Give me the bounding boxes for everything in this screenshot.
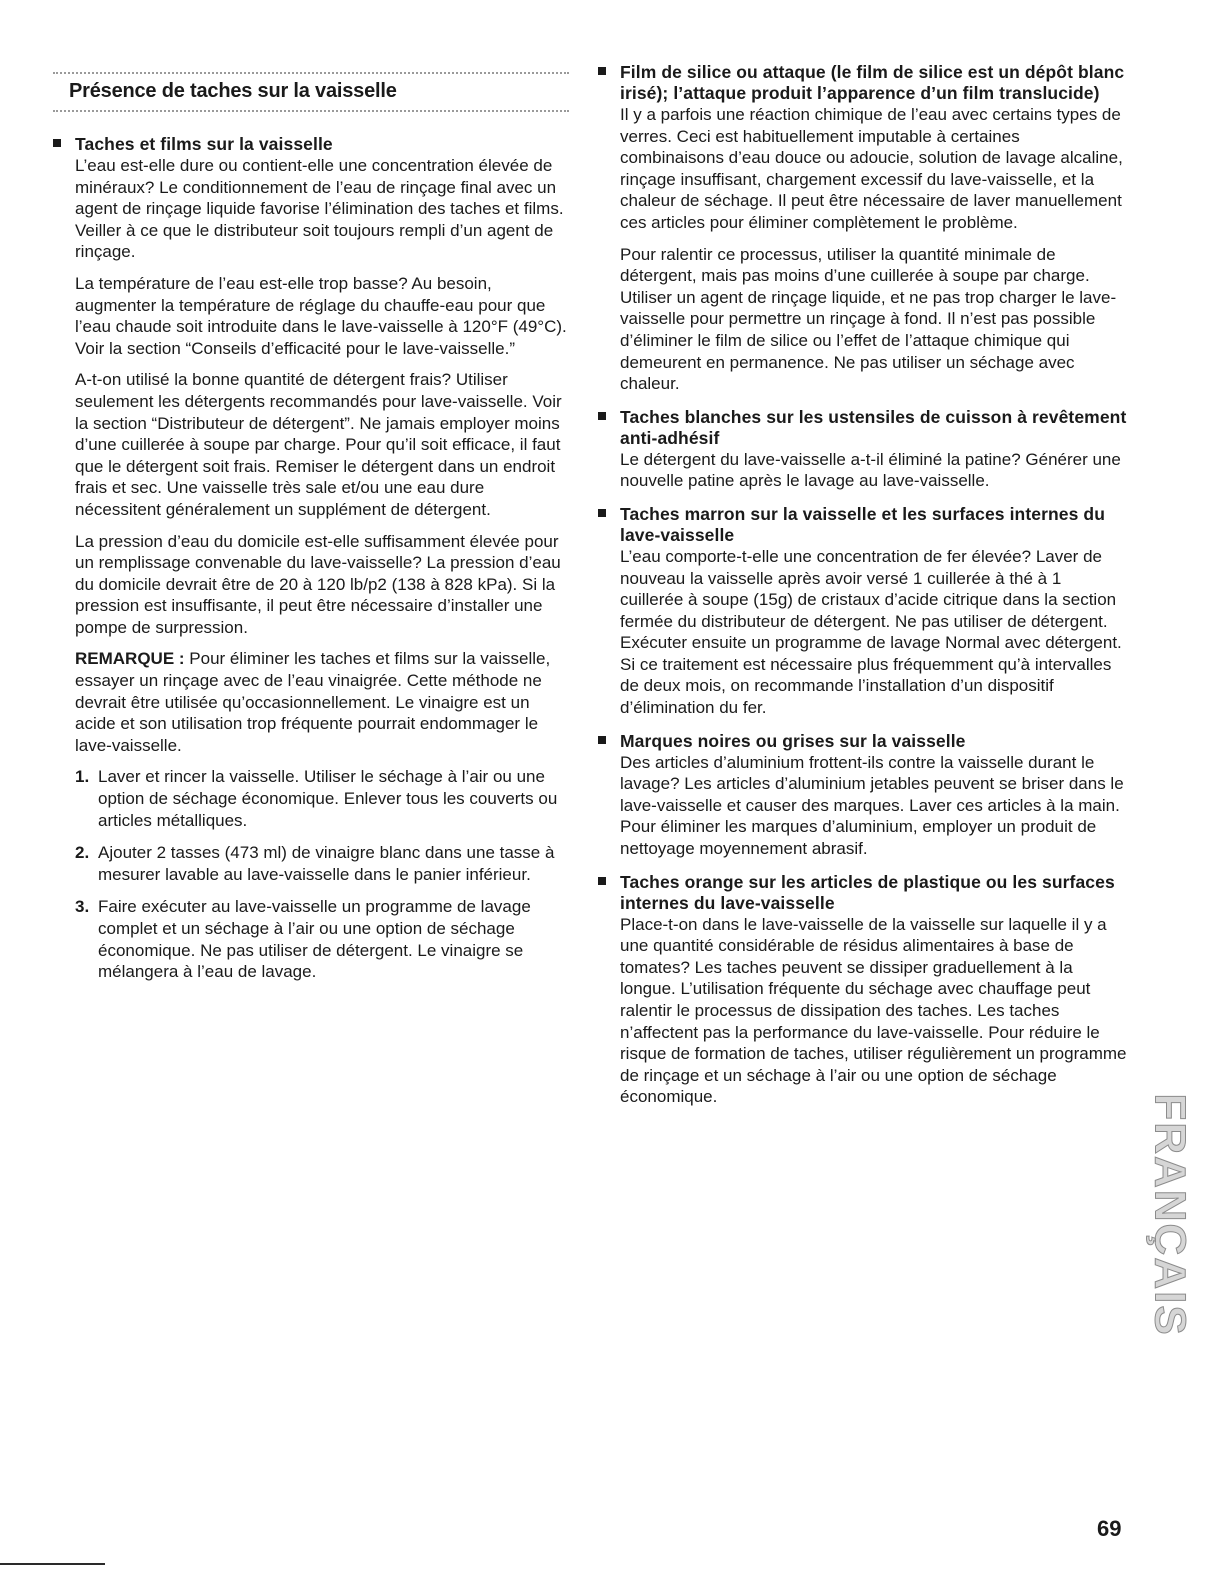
topic-white-spots-nonstick [598, 407, 1128, 492]
topic-title: Taches et films sur la vaisselle [75, 134, 333, 154]
topic-spots-films [53, 134, 569, 983]
paragraph: L’eau est-elle dure ou contient-elle une concentration élevée de minéraux? Le conditionnement de l’eau de rinçage final avec un agent de rinçage liquide favorise l’élimination des taches et films. Veiller à ce que le distributeur soit toujours rempli d’un agent de rinçage. [75, 156, 564, 262]
bullet-icon [598, 412, 606, 420]
steps-list [75, 766, 569, 982]
section-title: Présence de taches sur la vaisselle [69, 80, 397, 102]
note-paragraph [75, 648, 569, 756]
section-header [53, 72, 569, 112]
left-content [53, 134, 569, 995]
paragraph: Place-t-on dans le lave-vaisselle de la vaisselle sur laquelle il y a une quantité considérable de résidus alimentaires à base de tomates? Les taches peuvent se dissiper graduellement à la longue. L’utilisation fréquente du séchage avec chauffage peut ralentir le processus de dissipation des taches. Les taches n’affectent pas la performance du lave-vaisselle. Pour réduire le risque de formation de taches, utiliser régulièrement un programme de rinçage et un séchage à l’air ou une option de séchage économique. [620, 914, 1127, 1107]
topic-orange-stains [598, 872, 1128, 1108]
page-number: 69 [1097, 1516, 1122, 1541]
paragraph: La pression d’eau du domicile est-elle suffisamment élevée pour un remplissage convenable du lave-vaisselle? La pression d’eau du domicile devrait être de 20 à 120 lb/p2 (138 à 828 kPa). Si la pression est insuffisante, il peut être nécessaire d’installer une pompe de surpression. [75, 531, 561, 637]
topic-title: Taches orange sur les articles de plastique ou les surfaces internes du lave-vaisselle [620, 871, 1115, 913]
step-number: 2. [75, 843, 90, 863]
topic-black-gray-marks [598, 731, 1128, 860]
step-item [75, 766, 569, 831]
step-text: Ajouter 2 tasses (473 ml) de vinaigre blanc dans une tasse à mesurer lavable au lave-vaisselle dans le panier inférieur. [98, 843, 555, 884]
topic-title: Marques noires ou grises sur la vaisselle [620, 730, 966, 751]
bullet-icon [53, 139, 61, 147]
paragraph: La température de l’eau est-elle trop basse? Au besoin, augmenter la température de réglage du chauffe-eau pour que l’eau chaude soit introduite dans le lave-vaisselle à 120°F (49°C). Voir la section “Conseils d’efficacité pour le lave-vaisselle.” [75, 273, 567, 358]
footer-rule [0, 1563, 105, 1565]
topic-title: Taches marron sur la vaisselle et les surfaces internes du lave-vaisselle [620, 503, 1106, 545]
paragraph: Des articles d’aluminium frottent-ils contre la vaisselle durant le lavage? Les articles d’aluminium jetables peuvent se briser dans le lave-vaisselle et causer des marques. Laver ces articles à la main. Pour éliminer les marques d’aluminium, employer un produit de nettoyage moyennement abrasif. [620, 752, 1124, 859]
topic-silica-film [598, 62, 1128, 395]
bullet-icon [598, 67, 606, 75]
step-number: 3. [75, 897, 90, 917]
step-text: Faire exécuter au lave-vaisselle un programme de lavage complet et un séchage à l’air ou une option de séchage économique. Ne pas utiliser de détergent. Le vinaigre se mélangera à l’eau de lavage. [98, 897, 531, 982]
topic-brown-stains [598, 504, 1128, 719]
right-content [598, 62, 1128, 1120]
header-rule-bottom [53, 110, 569, 112]
bullet-icon [598, 509, 606, 517]
header-rule-top [53, 72, 569, 74]
topic-title: Film de silice ou attaque (le film de silice est un dépôt blanc irisé); l’attaque produit l’apparence d’un film translucide) [620, 62, 1125, 103]
step-number: 1. [75, 767, 90, 787]
step-text: Laver et rincer la vaisselle. Utiliser le séchage à l’air ou une option de séchage économique. Enlever tous les couverts ou articles métalliques. [98, 767, 558, 830]
note-text: Pour éliminer les taches et films sur la vaisselle, essayer un rinçage avec de l’eau vinaigrée. Cette méthode ne devrait être utilisée qu’occasionnellement. Le vinaigre est un acide et son utilisation trop fréquente pourrait endommager le lave-vaisselle. [75, 649, 551, 755]
note-label: REMARQUE : [75, 649, 185, 669]
paragraph: A-t-on utilisé la bonne quantité de détergent frais? Utiliser seulement les détergents recommandés pour lave-vaisselle. Voir la section “Distributeur de détergent”. Ne jamais employer moins d’une cuillerée à soupe par charge. Pour qu’il soit efficace, il faut que le détergent soit frais. Remiser le détergent dans un endroit frais et sec. Une vaisselle très sale et/ou une eau dure nécessitent généralement un supplément de détergent. [75, 370, 562, 519]
bullet-icon [598, 877, 606, 885]
paragraph: Pour ralentir ce processus, utiliser la quantité minimale de détergent, mais pas moins d’une cuillerée à soupe par charge. Utiliser un agent de rinçage liquide, et ne pas trop charger le lave-vaisselle pour permettre un rinçage à fond. Il n’est pas possible d’éliminer le film de silice ou l’effet de l’attaque chimique qui demeurent en permanence. Ne pas utiliser un séchage avec chaleur. [620, 244, 1117, 394]
step-item [75, 842, 569, 885]
paragraph: Le détergent du lave-vaisselle a-t-il éliminé la patine? Générer une nouvelle patine après le lavage au lave-vaisselle. [620, 449, 1121, 491]
paragraph: L’eau comporte-t-elle une concentration de fer élevée? Laver de nouveau la vaisselle après avoir versé 1 cuillerée à thé à 1 cuillerée à soupe (15g) de cristaux d’acide citrique dans la section fermée du distributeur de détergent. Ne pas utiliser de détergent. Exécuter ensuite un programme de lavage Normal avec détergent. Si ce traitement est nécessaire plus fréquemment qu’à intervalles de deux mois, on recommande l’installation d’un dispositif d’élimination du fer. [620, 546, 1122, 718]
paragraph: Il y a parfois une réaction chimique de l’eau avec certains types de verres. Ceci est habituellement imputable à certaines combinaisons d’eau douce ou adoucie, solution de lavage alcaline, rinçage insuffisant, chargement excessif du lave-vaisselle, et la chaleur de séchage. Il peut être nécessaire de laver manuellement ces articles pour éliminer complètement le problème. [620, 105, 1123, 232]
side-tab-label: FRANÇAIS [1146, 1093, 1196, 1337]
step-item [75, 896, 569, 982]
language-side-tab [1146, 1080, 1196, 1350]
topic-title: Taches blanches sur les ustensiles de cuisson à revêtement anti-adhésif [620, 406, 1127, 448]
bullet-icon [598, 736, 606, 744]
